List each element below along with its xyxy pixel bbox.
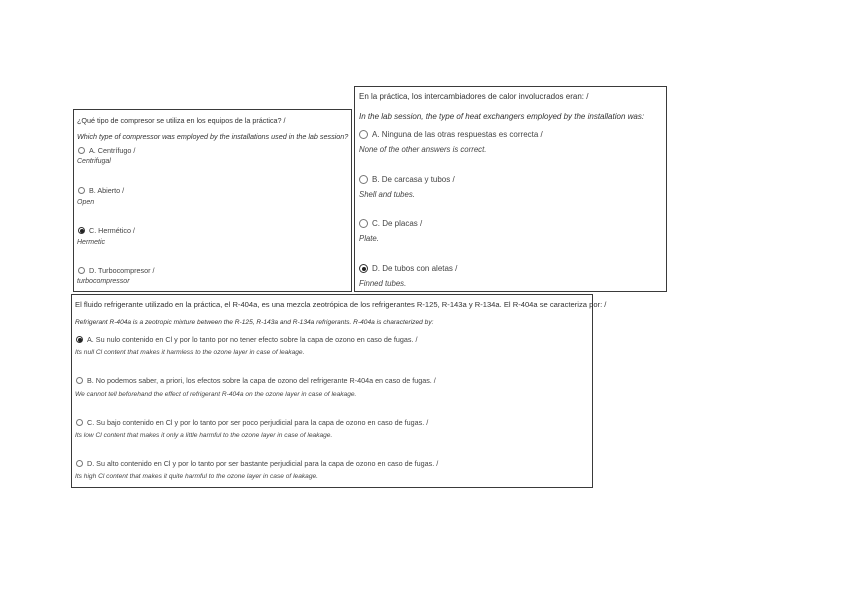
option-label: C. Hermético / <box>89 226 135 235</box>
question-translation: In the lab session, the type of heat exchangers employed by the installation was: <box>359 112 645 121</box>
option-label: B. De carcasa y tubos / <box>372 175 455 184</box>
option-d-radio[interactable] <box>78 266 155 275</box>
radio-icon[interactable] <box>359 130 368 139</box>
option-translation: Its null Cl content that makes it harmless to the ozone layer in case of leakage. <box>75 349 305 356</box>
option-translation: Shell and tubes. <box>359 190 415 199</box>
question-heat-exchanger-panel <box>354 86 667 292</box>
option-a-radio[interactable] <box>359 130 543 139</box>
radio-icon[interactable] <box>78 147 85 154</box>
option-translation: turbocompressor <box>77 278 130 285</box>
option-b-radio[interactable] <box>78 186 124 195</box>
option-b-radio[interactable] <box>76 376 436 385</box>
radio-selected-icon[interactable] <box>76 336 83 343</box>
option-label: A. Ninguna de las otras respuestas es correcta / <box>372 130 543 139</box>
radio-icon[interactable] <box>78 267 85 274</box>
option-label: D. De tubos con aletas / <box>372 264 458 273</box>
question-translation: Refrigerant R-404a is a zeotropic mixture between the R-125, R-143a and R-134a refrigerants. R-404a is characterized by: <box>75 319 434 326</box>
option-label: A. Su nulo contenido en Cl y por lo tanto por no tener efecto sobre la capa de ozono en caso de fugas. / <box>87 335 418 344</box>
option-label: C. De placas / <box>372 219 423 228</box>
option-a-radio[interactable] <box>78 146 135 155</box>
option-b-radio[interactable] <box>359 175 455 184</box>
option-c-radio[interactable] <box>359 219 422 228</box>
question-compressor-panel <box>73 109 352 292</box>
option-translation: We cannot tell beforehand the effect of refrigerant R-404a on the ozone layer in case of leakage. <box>75 391 357 398</box>
option-translation: Its low Cl content that makes it only a little harmful to the ozone layer in case of leakage. <box>75 432 333 439</box>
option-translation: Open <box>77 199 95 206</box>
question-text: El fluido refrigerante utilizado en la práctica, el R-404a, es una mezcla zeotrópica de los refrigerantes R-125, R-143a y R-134a. El R-404a se caracteriza por: / <box>75 300 607 309</box>
option-d-radio[interactable] <box>359 264 457 273</box>
radio-icon[interactable] <box>76 419 83 426</box>
option-label: C. Su bajo contenido en Cl y por lo tanto por ser poco perjudicial para la capa de ozono en caso de fugas. / <box>87 418 429 427</box>
option-translation: Plate. <box>359 234 379 243</box>
radio-icon[interactable] <box>76 460 83 467</box>
option-d-radio[interactable] <box>76 459 438 468</box>
option-a-radio[interactable] <box>76 335 417 344</box>
radio-icon[interactable] <box>76 377 83 384</box>
option-translation: Its high Cl content that makes it quite harmful to the ozone layer in case of leakage. <box>75 473 319 480</box>
option-label: A. Centrífugo / <box>89 146 136 155</box>
option-label: D. Turbocompresor / <box>89 266 155 275</box>
question-translation: Which type of compressor was employed by the installations used in the lab session? <box>77 132 349 141</box>
question-text: ¿Qué tipo de compresor se utiliza en los equipos de la práctica? / <box>77 116 286 125</box>
option-label: D. Su alto contenido en Cl y por lo tanto por ser bastante perjudicial para la capa de ozono en caso de fugas. / <box>87 459 439 468</box>
option-translation: Finned tubes. <box>359 279 407 288</box>
option-label: B. No podemos saber, a priori, los efectos sobre la capa de ozono del refrigerante R-404a en caso de fugas. / <box>87 376 436 385</box>
question-text: En la práctica, los intercambiadores de calor involucrados eran: / <box>359 92 589 101</box>
radio-icon[interactable] <box>359 175 368 184</box>
option-translation: None of the other answers is correct. <box>359 145 487 154</box>
option-translation: Hermetic <box>77 239 106 246</box>
radio-icon[interactable] <box>78 187 85 194</box>
radio-selected-icon[interactable] <box>359 264 368 273</box>
option-c-radio[interactable] <box>76 418 428 427</box>
radio-selected-icon[interactable] <box>78 227 85 234</box>
question-refrigerant-panel <box>71 294 607 488</box>
option-translation: Centrifugal <box>77 158 111 165</box>
option-c-radio[interactable] <box>78 226 135 235</box>
option-label: B. Abierto / <box>89 186 125 195</box>
radio-icon[interactable] <box>359 219 368 228</box>
